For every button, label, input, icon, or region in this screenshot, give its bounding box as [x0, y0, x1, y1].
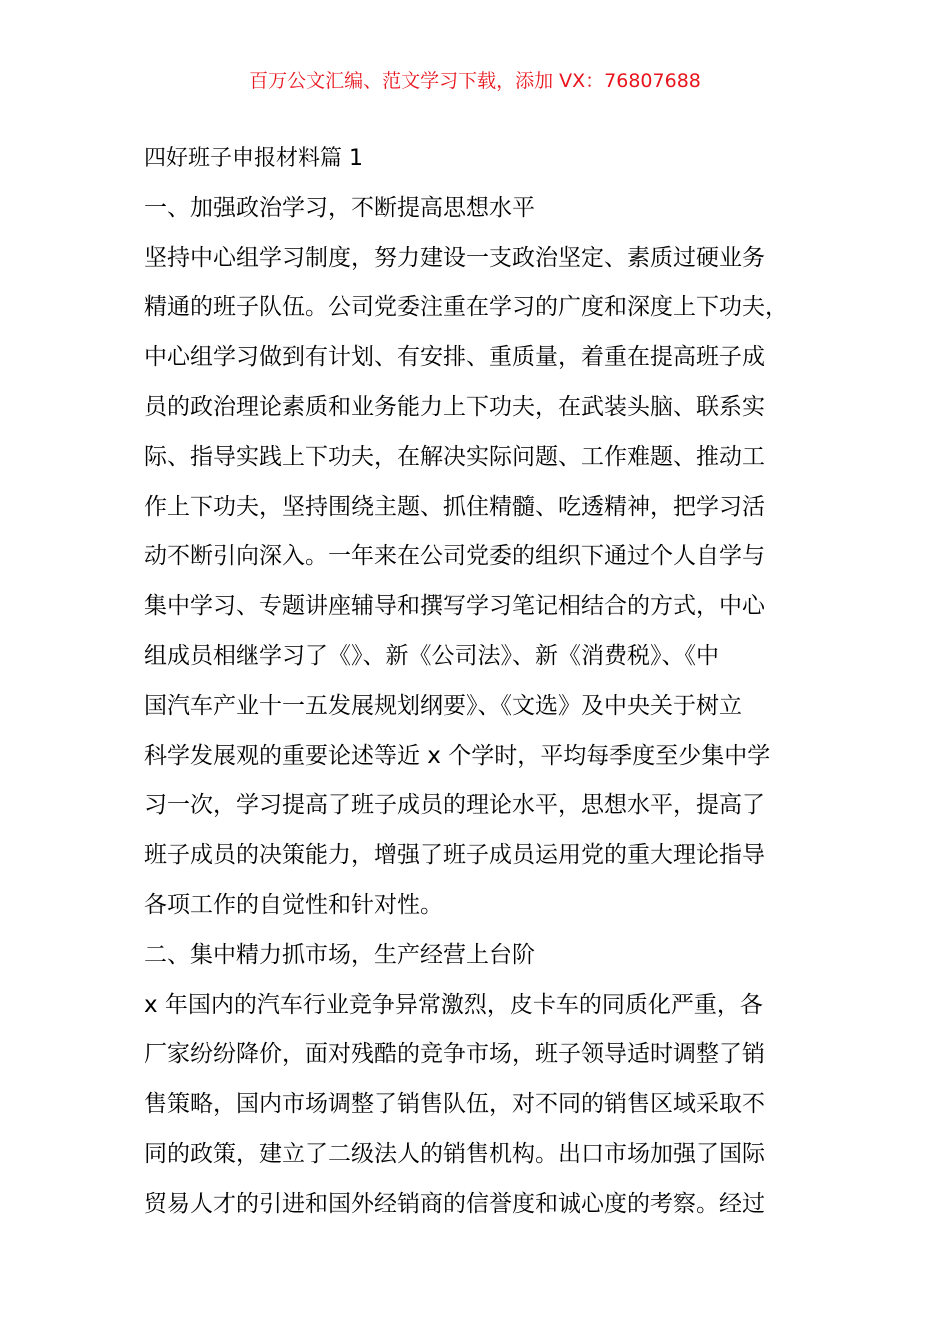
document-body [144, 134, 834, 1230]
paragraph-line: 同的政策，建立了二级法人的销售机构。出口市场加强了国际 [144, 1140, 765, 1167]
paragraph-line: 组成员相继学习了《》、新《公司法》、新《消费税》、《中 [144, 642, 719, 669]
paragraph-line: 各项工作的自觉性和针对性。 [144, 891, 443, 918]
watermark-header: 百万公文汇编、范文学习下载，添加 VX：76807688 [249, 70, 701, 92]
paragraph-line: x 年国内的汽车行业竞争异常激烈，皮卡车的同质化严重，各 [144, 991, 763, 1018]
section-heading-2: 二、集中精力抓市场，生产经营上台阶 [144, 941, 535, 968]
paragraph-line: 售策略，国内市场调整了销售队伍，对不同的销售区域采取不 [144, 1091, 765, 1118]
paragraph-line: 科学发展观的重要论述等近 x 个学时，平均每季度至少集中学 [144, 742, 771, 769]
paragraph-line: 员的政治理论素质和业务能力上下功夫，在武装头脑、联系实 [144, 393, 765, 420]
paragraph-line: 厂家纷纷降价，面对残酷的竞争市场，班子领导适时调整了销 [144, 1041, 765, 1068]
paragraph-line: 动不断引向深入。一年来在公司党委的组织下通过个人自学与 [144, 543, 765, 570]
paragraph-line: 集中学习、专题讲座辅导和撰写学习笔记相结合的方式，中心 [144, 593, 765, 620]
paragraph-line: 精通的班子队伍。公司党委注重在学习的广度和深度上下功夫， [144, 294, 788, 321]
document-title: 四好班子申报材料篇 1 [144, 146, 363, 171]
paragraph-line: 国汽车产业十一五发展规划纲要》、《文选》及中央关于树立 [144, 692, 742, 719]
paragraph-line: 班子成员的决策能力，增强了班子成员运用党的重大理论指导 [144, 842, 765, 869]
paragraph-line: 坚持中心组学习制度，努力建设一支政治坚定、素质过硬业务 [144, 244, 765, 271]
paragraph-line: 际、指导实践上下功夫，在解决实际问题、工作难题、推动工 [144, 443, 765, 470]
paragraph-line: 中心组学习做到有计划、有安排、重质量，着重在提高班子成 [144, 344, 765, 371]
paragraph-line: 作上下功夫，坚持围绕主题、抓住精髓、吃透精神，把学习活 [144, 493, 765, 520]
section-heading-1: 一、加强政治学习，不断提高思想水平 [144, 194, 535, 221]
paragraph-line: 习一次，学习提高了班子成员的理论水平，思想水平，提高了 [144, 792, 765, 819]
paragraph-line: 贸易人才的引进和国外经销商的信誉度和诚心度的考察。经过 [144, 1190, 765, 1217]
